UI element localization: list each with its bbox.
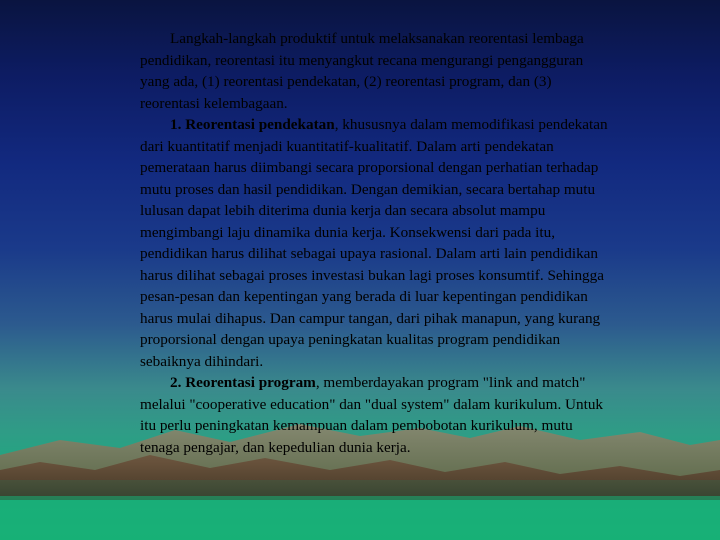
point-2-body: , memberdayakan program "link and match" melalui "cooperative education" dan "dual system" dalam kurikulum. Untuk itu perlu peningkatan kemampuan dalam pembobotan kurikulum, mutu tenaga pengajar, dan kepedulian dunia kerja.: [140, 374, 604, 456]
point-2-paragraph: [140, 372, 610, 458]
point-2-heading: 2. Reorentasi program: [170, 374, 316, 391]
intro-paragraph: Langkah-langkah produktif untuk melaksanakan reorentasi lembaga pendidikan, reorentasi itu menyangkut recana mengurangi pengangguran yang ada, (1) reorentasi pendekatan, (2) reorentasi program, dan (3) reorentasi kelembagaan.: [140, 30, 584, 112]
point-1-heading: 1. Reorentasi pendekatan: [170, 116, 335, 133]
slide-text-body: [140, 28, 610, 458]
point-1-body: , khususnya dalam memodifikasi pendekatan dari kuantitatif menjadi kuantitatif-kualitatif. Dalam arti pendekatan pemerataan harus diimbangi secara proporsional dengan perhatian terhadap mutu proses dan hasil pendidikan. Dengan demikian, secara bertahap mutu lulusan dapat lebih diterima dunia kerja dan secara absolut mampu mengimbangi laju dinamika dunia kerja. Konsekwensi dari pada itu, pendidikan harus dilihat sebagai upaya rasional. Dalam arti lain pendidikan harus dilihat sebagai proses investasi bukan lagi proses konsumtif. Sehingga pesan-pesan dan kepentingan yang berada di luar kepentingan pendidikan harus mulai dihapus. Dan campur tangan, dari pihak manapun, yang kurang proporsional dengan upaya peningkatan kualitas program pendidikan sebaiknya dihindari.: [140, 116, 608, 370]
ground-plain: [0, 496, 720, 540]
point-1-paragraph: [140, 114, 610, 372]
